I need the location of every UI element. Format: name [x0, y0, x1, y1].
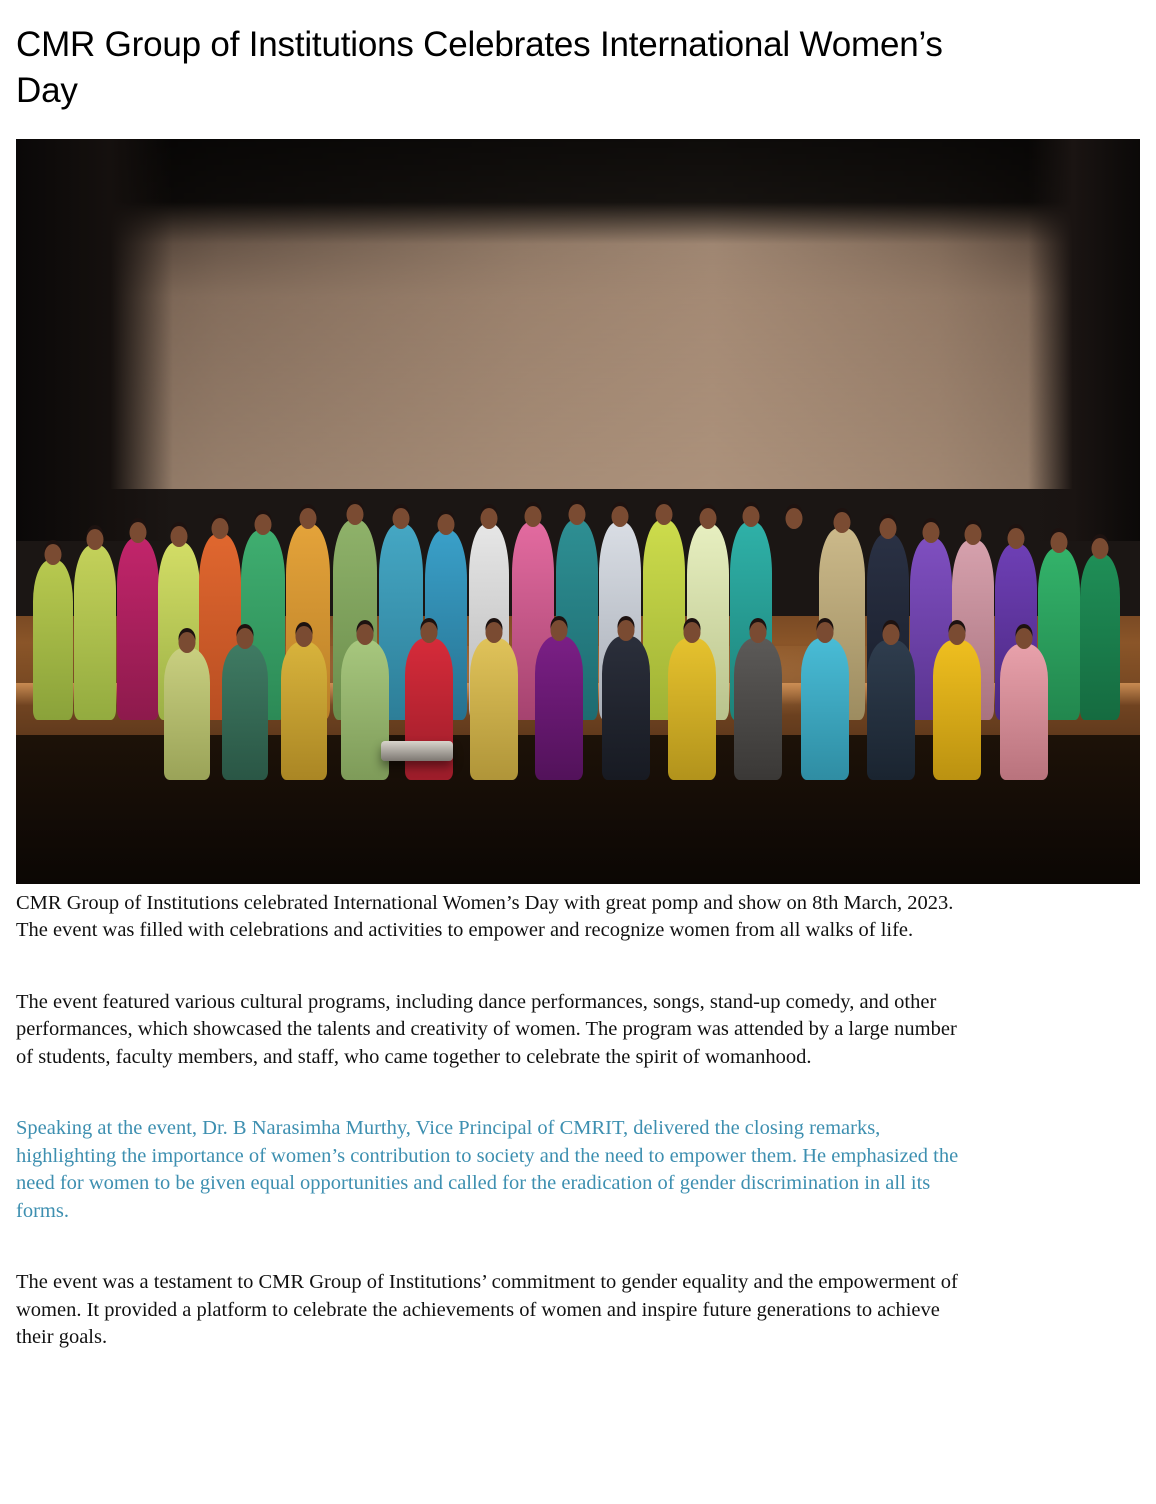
photo-crowd-front-row: [16, 452, 1140, 780]
womens-day-group-photo: [16, 139, 1140, 884]
article-paragraph-3: The event was a testament to CMR Group of Institutions’ commitment to gender equality and the empowerment of women. It provided a platform to celebrate the achievements of women and inspire future generations to achieve their goals.: [16, 1271, 958, 1349]
page-bottom-spacer: [16, 1352, 1140, 1372]
projector-on-stage: [381, 741, 453, 761]
article-paragraph-1: The event featured various cultural programs, including dance performances, songs, stand-up comedy, and other performances, which showcased the talents and creativity of women. The program was attended by a large number of students, faculty members, and staff, who came together to celebrate the spirit of womanhood.: [16, 990, 957, 1068]
article-paragraph-2-highlighted: Speaking at the event, Dr. B Narasimha Murthy, Vice Principal of CMRIT, delivered the closing remarks, highlighting the importance of women’s contribution to society and the need to empower them. He emphasized the need for women to be given equal opportunities and called for the eradication of gender discrimination in all its forms.: [16, 1117, 959, 1222]
image-caption: CMR Group of Institutions celebrated International Women’s Day with great pomp and show on 8th March, 2023. The event was filled with celebrations and activities to empower and recognize women from all walks of life.: [16, 892, 954, 942]
page-title: CMR Group of Institutions Celebrates International Women’s Day: [16, 25, 943, 110]
